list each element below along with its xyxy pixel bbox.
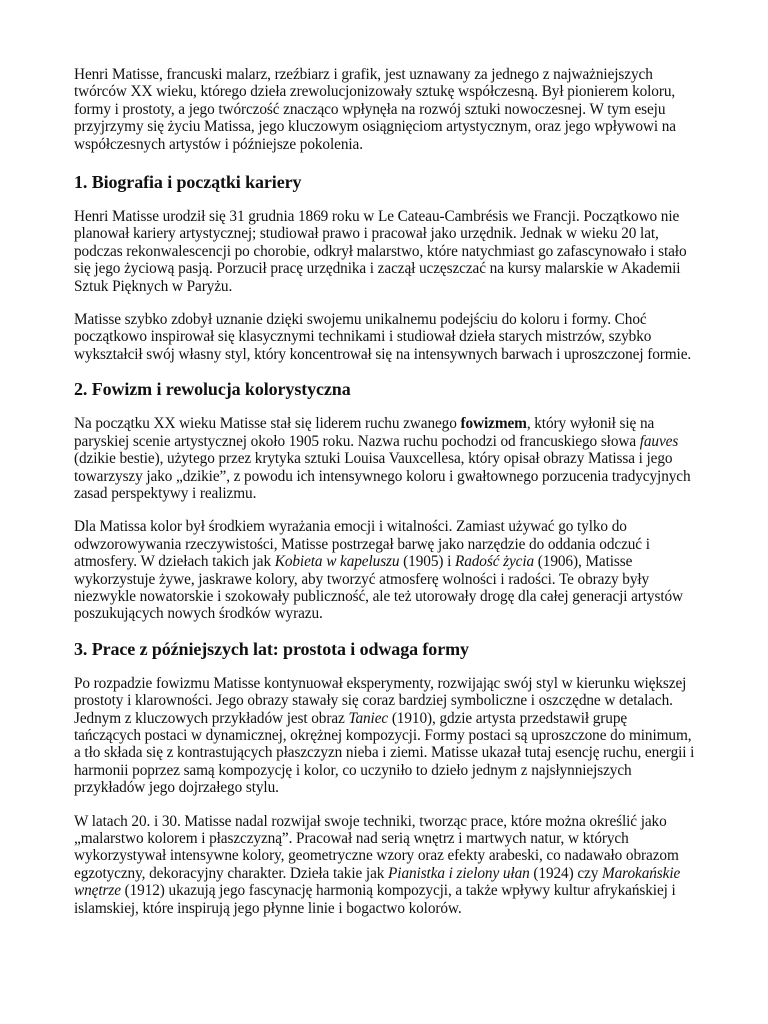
- section-1-paragraph-1: Henri Matisse urodził się 31 grudnia 1869 roku w Le Cateau-Cambrésis we Francji. Początkowo nie planował kariery artystycznej; studiował prawo i pracował jako urzędnik. Jednak w wieku 20 lat, podczas rekonwalescencji po chorobie, odkrył malarstwo, które natychmiast go zafascynowało i stało się jego życiową pasją. Porzucił pracę urzędnika i zaczął uczęszczać na kursy malarskie w Akademii Sztuk Pięknych w Paryżu.: [74, 208, 687, 295]
- section-3-heading: 3. Prace z późniejszych lat: prostota i odwaga formy: [74, 638, 469, 659]
- document-body: [74, 66, 696, 933]
- section-2-paragraph-2: [74, 518, 696, 622]
- italic-artwork-title: Kobieta w kapeluszu: [274, 553, 400, 571]
- text-span: Na początku XX wieku Matisse stał się liderem ruchu zwanego: [74, 415, 461, 433]
- section-2-heading: 2. Fowizm i rewolucja kolorystyczna: [74, 379, 351, 400]
- italic-artwork-title: Marokańskie wnętrze: [74, 864, 681, 900]
- text-span: (1905) i: [399, 553, 455, 571]
- italic-term-fauves: fauves: [639, 432, 679, 450]
- text-span: Po rozpadzie fowizmu Matisse kontynuował eksperymenty, rozwijając swój styl w kierunku większej prostoty i klarowności. Jego obrazy stawały się coraz bardziej symboliczne i oszczędne w detalach. Jednym z kluczowych przykładów jest obraz: [74, 674, 687, 727]
- section-1-heading: 1. Biografia i początki kariery: [74, 172, 302, 193]
- section-1-paragraph-2: Matisse szybko zdobył uznanie dzięki swojemu unikalnemu podejściu do koloru i formy. Choć początkowo inspirował się klasycznymi technikami i studiował dzieła starych mistrzów, szybko wykształcił swój własny styl, który koncentrował się na intensywnych barwach i uproszczonej formie.: [74, 311, 692, 363]
- section-3-paragraph-1: [74, 675, 696, 797]
- text-span: W latach 20. i 30. Matisse nadal rozwijał swoje techniki, tworząc prace, które można określić jako „malarstwo kolorem i płaszczyzną”. Pracował nad serią wnętrz i martwych natur, w których wykorzystywał intensywne kolory, geometryczne wzory oraz efekty arabeski, co nadawało obrazom egzotyczny, dekoracyjny charakter. Dzieła takie jak: [74, 812, 679, 882]
- text-span: (1910), gdzie artysta przedstawił grupę tańczących postaci w dynamicznej, okrężnej kompozycji. Formy postaci są uproszczone do minimum, a tło składa się z kontrastujących płaszczyzn nieba i ziemi. Matisse ukazał tutaj esencję ruchu, energii i harmonii poprzez samą kompozycję i kolor, co uczyniło to dzieło jednym z najsłynniejszych przykładów jego dojrzałego stylu.: [74, 709, 695, 797]
- italic-artwork-title: Taniec: [348, 709, 389, 727]
- italic-artwork-title: Radość życia: [454, 553, 535, 571]
- text-span: (1906), Matisse wykorzystuje żywe, jaskrawe kolory, aby tworzyć atmosferę wolności i radości. Te obrazy były niezwykle nowatorskie i szokowały publiczność, ale też utorowały drogę dla całej generacji artystów poszukujących nowych środków wyrazu.: [74, 553, 683, 623]
- italic-artwork-title: Pianistka i zielony ułan: [388, 864, 530, 882]
- text-span: (1924) czy: [529, 864, 602, 882]
- intro-paragraph: Henri Matisse, francuski malarz, rzeźbiarz i grafik, jest uznawany za jednego z najważniejszych twórców XX wieku, którego dzieła zrewolucjonizowały sztukę współczesną. Był pionierem koloru, formy i prostoty, a jego twórczość znacząco wpłynęła na rozwój sztuki nowoczesnej. W tym eseju przyjrzymy się życiu Matissa, jego kluczowym osiągnięciom artystycznym, oraz jego wpływowi na współczesnych artystów i późniejsze pokolenia.: [74, 66, 676, 153]
- text-span: Dla Matissa kolor był środkiem wyrażania emocji i witalności. Zamiast używać go tylko do odwzorowywania rzeczywistości, Matisse postrzegał barwę jako narzędzie do oddania odczuć i atmosfery. W dziełach takich jak: [74, 518, 650, 571]
- text-span: , który wyłonił się na paryskiej scenie artystycznej około 1905 roku. Nazwa ruchu pochodzi od francuskiego słowa: [74, 415, 655, 450]
- section-2-paragraph-1: [74, 415, 696, 502]
- bold-term-fowizm: fowizmem: [460, 415, 527, 433]
- text-span: (dzikie bestie), użytego przez krytyka sztuki Louisa Vauxcellesa, który opisał obrazy Matissa i jego towarzyszy jako „dzikie”, z powodu ich intensywnego koloru i gwałtownego porzucenia tradycyjnych zasad perspektywy i realizmu.: [74, 450, 691, 502]
- text-span: (1912) ukazują jego fascynację harmonią kompozycji, a także wpływy kultur afrykańskiej i islamskiej, które inspirują jego płynne linie i bogactwo kolorów.: [74, 882, 676, 917]
- section-3-paragraph-2: [74, 813, 696, 917]
